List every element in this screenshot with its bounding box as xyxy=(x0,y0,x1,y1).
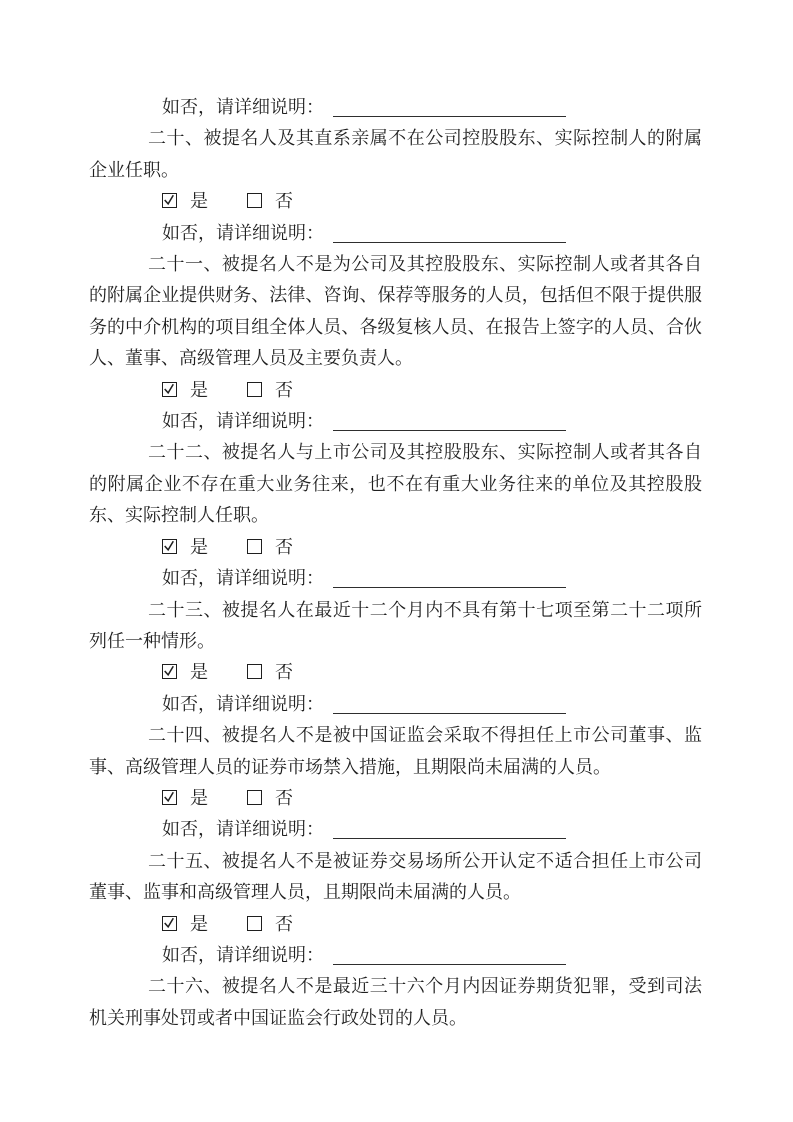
yes-label: 是 xyxy=(190,191,208,212)
item-21-statement: 二十一、被提名人不是为公司及其控股股东、实际控制人或者其各自的附属企业提供财务、法律、咨询、保荐等服务的人员，包括但不限于提供服务的中介机构的项目组全体人员、各级复核人员、在报告上签字的人员、合伙人、董事、高级管理人员及主要负责人。 xyxy=(89,254,702,369)
no-checkbox[interactable] xyxy=(247,539,262,554)
top-explanation-row xyxy=(89,92,702,123)
yes-checkbox[interactable] xyxy=(162,916,177,931)
explanation-prompt: 如否，请详细说明： xyxy=(162,944,324,965)
explanation-prompt: 如否，请详细说明： xyxy=(162,819,324,840)
yes-checkbox[interactable] xyxy=(162,790,177,805)
item-25-choice-row xyxy=(89,909,702,940)
explanation-blank[interactable] xyxy=(333,818,566,839)
item-23-choice-row xyxy=(89,657,702,688)
no-checkbox[interactable] xyxy=(247,664,262,679)
item-21-explanation-row xyxy=(89,406,702,437)
item-21-choice-row xyxy=(89,375,702,406)
yes-checkbox[interactable] xyxy=(162,382,177,397)
explanation-blank[interactable] xyxy=(333,96,566,117)
item-22-choice-row xyxy=(89,532,702,563)
yes-label: 是 xyxy=(190,536,208,557)
item-23-statement: 二十三、被提名人在最近十二个月内不具有第十七项至第二十二项所列任一种情形。 xyxy=(89,599,702,651)
no-checkbox[interactable] xyxy=(247,193,262,208)
yes-checkbox[interactable] xyxy=(162,539,177,554)
explanation-blank[interactable] xyxy=(333,944,566,965)
explanation-prompt: 如否，请详细说明： xyxy=(162,222,324,243)
no-label: 否 xyxy=(275,662,293,683)
item-24-statement: 二十四、被提名人不是被中国证监会采取不得担任上市公司董事、监事、高级管理人员的证券市场禁入措施，且期限尚未届满的人员。 xyxy=(89,725,702,777)
no-label: 否 xyxy=(275,787,293,808)
explanation-prompt: 如否，请详细说明： xyxy=(162,411,324,432)
yes-checkbox[interactable] xyxy=(162,664,177,679)
yes-label: 是 xyxy=(190,787,208,808)
yes-label: 是 xyxy=(190,379,208,400)
no-label: 否 xyxy=(275,191,293,212)
yes-label: 是 xyxy=(190,913,208,934)
item-22-statement: 二十二、被提名人与上市公司及其控股股东、实际控制人或者其各自的附属企业不存在重大业务往来，也不在有重大业务往来的单位及其控股股东、实际控制人任职。 xyxy=(89,442,702,526)
explanation-blank[interactable] xyxy=(333,693,566,714)
item-24-choice-row xyxy=(89,783,702,814)
no-checkbox[interactable] xyxy=(247,382,262,397)
explanation-prompt: 如否，请详细说明： xyxy=(162,568,324,589)
item-26-statement: 二十六、被提名人不是最近三十六个月内因证券期货犯罪，受到司法机关刑事处罚或者中国证监会行政处罚的人员。 xyxy=(89,976,702,1028)
explanation-prompt: 如否，请详细说明： xyxy=(162,97,324,117)
item-25-explanation-row xyxy=(89,940,702,971)
explanation-blank[interactable] xyxy=(333,222,566,243)
no-label: 否 xyxy=(275,913,293,934)
no-checkbox[interactable] xyxy=(247,790,262,805)
item-23-explanation-row xyxy=(89,689,702,720)
explanation-blank[interactable] xyxy=(333,410,566,431)
no-label: 否 xyxy=(275,536,293,557)
item-22-explanation-row xyxy=(89,563,702,594)
item-20-choice-row xyxy=(89,186,702,217)
item-25-statement: 二十五、被提名人不是被证券交易场所公开认定不适合担任上市公司董事、监事和高级管理人员，且期限尚未届满的人员。 xyxy=(89,850,702,903)
yes-label: 是 xyxy=(190,662,208,683)
explanation-prompt: 如否，请详细说明： xyxy=(162,693,324,714)
no-label: 否 xyxy=(275,379,293,400)
no-checkbox[interactable] xyxy=(247,916,262,931)
item-20-explanation-row xyxy=(89,218,702,249)
item-20-statement: 二十、被提名人及其直系亲属不在公司控股股东、实际控制人的附属企业任职。 xyxy=(89,128,702,180)
item-24-explanation-row xyxy=(89,814,702,845)
explanation-blank[interactable] xyxy=(333,567,566,588)
yes-checkbox[interactable] xyxy=(162,193,177,208)
